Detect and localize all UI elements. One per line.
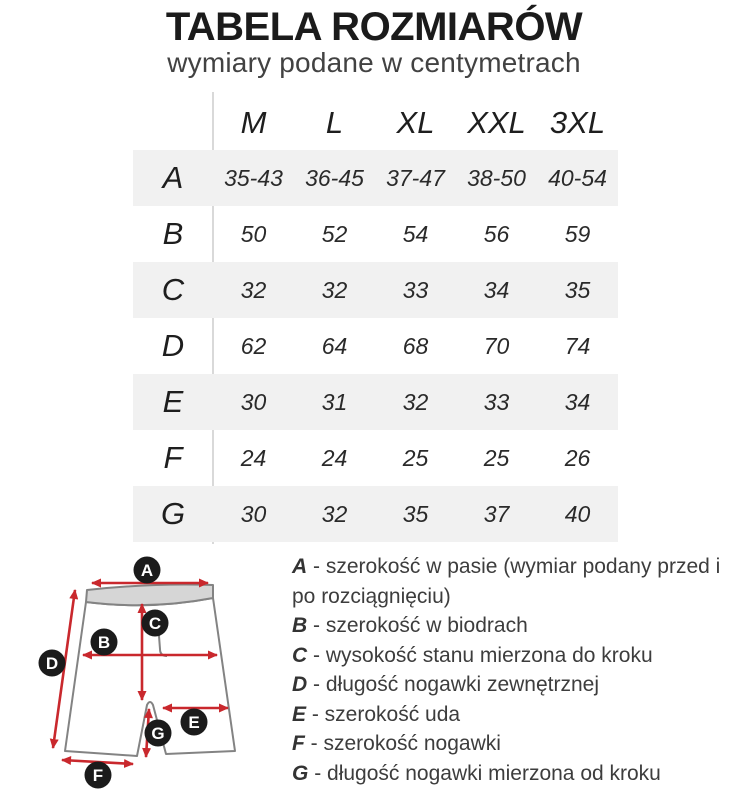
- legend-letter: G: [292, 761, 309, 785]
- svg-text:B: B: [97, 633, 111, 652]
- legend-item-f: [292, 729, 744, 759]
- size-cell: 36-45: [305, 164, 364, 191]
- size-cell: 34: [564, 388, 591, 415]
- size-cell: 31: [321, 388, 348, 415]
- column-header-3xl: 3XL: [549, 104, 606, 140]
- table-row-g: [133, 486, 618, 542]
- legend-letter: A: [292, 555, 308, 578]
- legend-text: - szerokość w biodrach: [313, 614, 528, 637]
- size-cell: 38-50: [467, 164, 526, 191]
- size-cell: 35-43: [224, 164, 283, 191]
- marker-f: [85, 762, 112, 789]
- row-label: A: [162, 160, 184, 195]
- size-cell: 24: [240, 444, 267, 471]
- column-header-l: L: [325, 104, 344, 140]
- size-cell: 24: [321, 444, 348, 471]
- size-cell: 40: [564, 500, 591, 527]
- size-cell: 64: [321, 332, 348, 359]
- marker-g: [145, 720, 172, 747]
- svg-text:C: C: [148, 614, 162, 633]
- legend-item-g: [292, 759, 744, 789]
- size-cell: 33: [402, 276, 429, 303]
- size-cell: 25: [483, 444, 510, 471]
- size-cell: 37-47: [386, 164, 445, 191]
- row-label: B: [162, 216, 184, 251]
- table-header-row: [133, 95, 618, 150]
- row-label: F: [163, 440, 183, 475]
- column-header-xxl: XXL: [467, 104, 526, 140]
- legend-letter: B: [292, 614, 308, 637]
- size-cell: 70: [483, 332, 510, 359]
- size-cell: 30: [240, 500, 267, 527]
- size-cell: 33: [483, 388, 510, 415]
- size-cell: 52: [321, 220, 348, 247]
- legend-item-d: [292, 670, 744, 700]
- row-label: G: [160, 496, 186, 531]
- row-label: E: [162, 384, 184, 419]
- legend-item-c: [292, 641, 744, 671]
- page-header: [0, 6, 748, 77]
- legend-text: - długość nogawki zewnętrznej: [313, 673, 599, 696]
- svg-text:G: G: [151, 724, 165, 743]
- size-cell: 32: [321, 276, 348, 303]
- size-cell: 54: [402, 220, 429, 247]
- page-subtitle: wymiary podane w centymetrach: [167, 47, 581, 78]
- svg-text:A: A: [140, 561, 154, 580]
- size-cell: 40-54: [548, 164, 607, 191]
- size-cell: 68: [402, 332, 429, 359]
- size-cell: 26: [564, 444, 591, 471]
- size-cell: 59: [564, 220, 591, 247]
- column-header-m: M: [240, 104, 267, 140]
- size-cell: 74: [564, 332, 591, 359]
- size-cell: 34: [483, 276, 510, 303]
- legend-text: - szerokość uda: [311, 702, 461, 726]
- legend-text: - wysokość stanu mierzona do kroku: [313, 643, 653, 667]
- legend-item-a: [292, 552, 744, 611]
- table-row-f: [133, 430, 618, 486]
- marker-e: [181, 709, 208, 736]
- legend-letter: E: [292, 702, 307, 726]
- shorts-measurement-diagram: [30, 548, 285, 796]
- size-cell: 32: [321, 500, 348, 527]
- size-cell: 35: [402, 500, 429, 527]
- legend-letter: D: [292, 673, 308, 696]
- size-cell: 25: [402, 444, 429, 471]
- size-cell: 32: [402, 388, 429, 415]
- legend-letter: F: [292, 732, 305, 755]
- size-cell: 32: [240, 276, 267, 303]
- marker-c: [142, 610, 169, 637]
- table-row-b: [133, 206, 618, 262]
- size-cell: 50: [240, 220, 267, 247]
- legend-text: - długość nogawki mierzona od kroku: [314, 761, 661, 785]
- marker-a: [134, 557, 161, 584]
- marker-b: [91, 629, 118, 656]
- size-table: [133, 95, 618, 542]
- table-row-e: [133, 374, 618, 430]
- svg-text:D: D: [45, 654, 59, 673]
- marker-d: [39, 650, 66, 677]
- size-cell: 56: [483, 220, 510, 247]
- size-cell: 30: [240, 388, 267, 415]
- legend-text: - szerokość w pasie (wymiar podany przed i po rozciągnięciu): [292, 555, 721, 608]
- column-header-xl: XL: [396, 104, 435, 140]
- row-label: C: [161, 272, 185, 307]
- table-row-d: [133, 318, 618, 374]
- svg-text:F: F: [92, 766, 104, 785]
- measurement-legend: [292, 552, 744, 788]
- row-label: D: [161, 328, 185, 363]
- legend-item-e: [292, 700, 744, 730]
- size-cell: 35: [564, 276, 591, 303]
- legend-letter: C: [292, 643, 308, 667]
- size-cell: 37: [483, 500, 510, 527]
- size-cell: 62: [240, 332, 267, 359]
- table-row-c: [133, 262, 618, 318]
- table-row-a: [133, 150, 618, 206]
- page-title: TABELA ROZMIARÓW: [165, 5, 583, 49]
- legend-item-b: [292, 611, 744, 641]
- legend-text: - szerokość nogawki: [310, 732, 501, 755]
- svg-text:E: E: [188, 713, 200, 732]
